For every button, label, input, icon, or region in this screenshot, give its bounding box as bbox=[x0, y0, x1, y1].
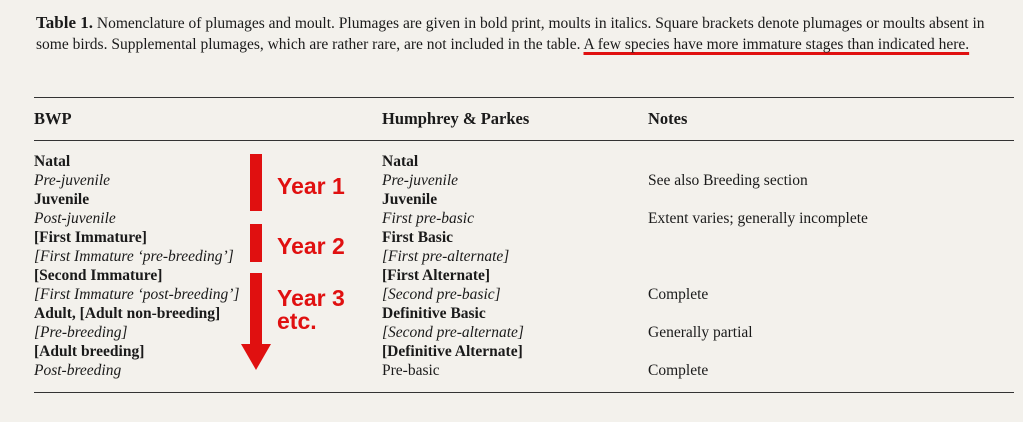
notes-cell: Generally partial bbox=[648, 324, 753, 341]
header-rule bbox=[34, 140, 1014, 141]
hp-cell: [First Alternate] bbox=[382, 267, 491, 284]
notes-cell: Complete bbox=[648, 286, 709, 303]
notes-cell bbox=[648, 266, 868, 285]
bwp-cell: [First Immature ‘pre-breeding’] bbox=[34, 248, 234, 265]
bwp-cell: [Second Immature] bbox=[34, 267, 163, 284]
table-caption bbox=[36, 12, 1016, 55]
header-humphrey-parkes: Humphrey & Parkes bbox=[382, 109, 530, 128]
caption-text: Nomenclature of plumages and moult. Plumages are given in bold print, moults in italics. Square brackets denote plumages or moults absent in some birds. Supplemental plumages, which are rather rare, are not included in the table. bbox=[36, 15, 985, 53]
header-bwp: BWP bbox=[34, 109, 72, 128]
table-label: Table 1. bbox=[36, 13, 94, 32]
bwp-cell: Pre-juvenile bbox=[34, 172, 111, 189]
year1-label: Year 1 bbox=[277, 173, 345, 199]
hp-cell: Juvenile bbox=[382, 191, 438, 208]
notes-cell bbox=[648, 342, 868, 361]
bwp-cell: Juvenile bbox=[34, 191, 90, 208]
bwp-cell: [First Immature] bbox=[34, 229, 147, 246]
top-rule bbox=[34, 97, 1014, 98]
notes-cell bbox=[648, 247, 868, 266]
hp-cell: [First pre-alternate] bbox=[382, 248, 510, 265]
notes-cell: Extent varies; generally incomplete bbox=[648, 210, 868, 227]
notes-cell: Complete bbox=[648, 362, 709, 379]
caption-underlined-text: A few species have more immature stages than indicated here. bbox=[583, 36, 970, 53]
bwp-cell: Natal bbox=[34, 153, 71, 170]
hp-cell: First Basic bbox=[382, 229, 454, 246]
year2-label: Year 2 bbox=[277, 233, 345, 259]
year1-bar bbox=[250, 154, 262, 211]
down-arrow-icon bbox=[241, 344, 271, 370]
notes-cell bbox=[648, 190, 868, 209]
hp-cell: Pre-juvenile bbox=[382, 172, 459, 189]
humphrey-parkes-column bbox=[382, 152, 524, 380]
notes-cell bbox=[648, 152, 868, 171]
notes-cell bbox=[648, 228, 868, 247]
bwp-column bbox=[34, 152, 240, 380]
notes-cell bbox=[648, 304, 868, 323]
year3-label: Year 3 bbox=[277, 285, 345, 311]
bwp-cell: [Pre-breeding] bbox=[34, 324, 128, 341]
hp-cell: Natal bbox=[382, 153, 419, 170]
bwp-cell: Adult, [Adult non-breeding] bbox=[34, 305, 221, 322]
year3-arrow-shaft bbox=[250, 273, 262, 346]
bottom-rule bbox=[34, 392, 1014, 393]
etc-label: etc. bbox=[277, 308, 317, 334]
notes-column bbox=[648, 152, 868, 380]
notes-cell: See also Breeding section bbox=[648, 172, 808, 189]
hp-cell: [Second pre-basic] bbox=[382, 286, 501, 303]
hp-cell: Pre-basic bbox=[382, 362, 440, 379]
header-notes: Notes bbox=[648, 109, 688, 128]
bwp-cell: [Adult breeding] bbox=[34, 343, 145, 360]
bwp-cell: [First Immature ‘post-breeding’] bbox=[34, 286, 240, 303]
bwp-cell: Post-breeding bbox=[34, 362, 122, 379]
year2-bar bbox=[250, 224, 262, 262]
bwp-cell: Post-juvenile bbox=[34, 210, 116, 227]
hp-cell: [Definitive Alternate] bbox=[382, 343, 523, 360]
hp-cell: First pre-basic bbox=[382, 210, 474, 227]
hp-cell: [Second pre-alternate] bbox=[382, 324, 524, 341]
hp-cell: Definitive Basic bbox=[382, 305, 486, 322]
